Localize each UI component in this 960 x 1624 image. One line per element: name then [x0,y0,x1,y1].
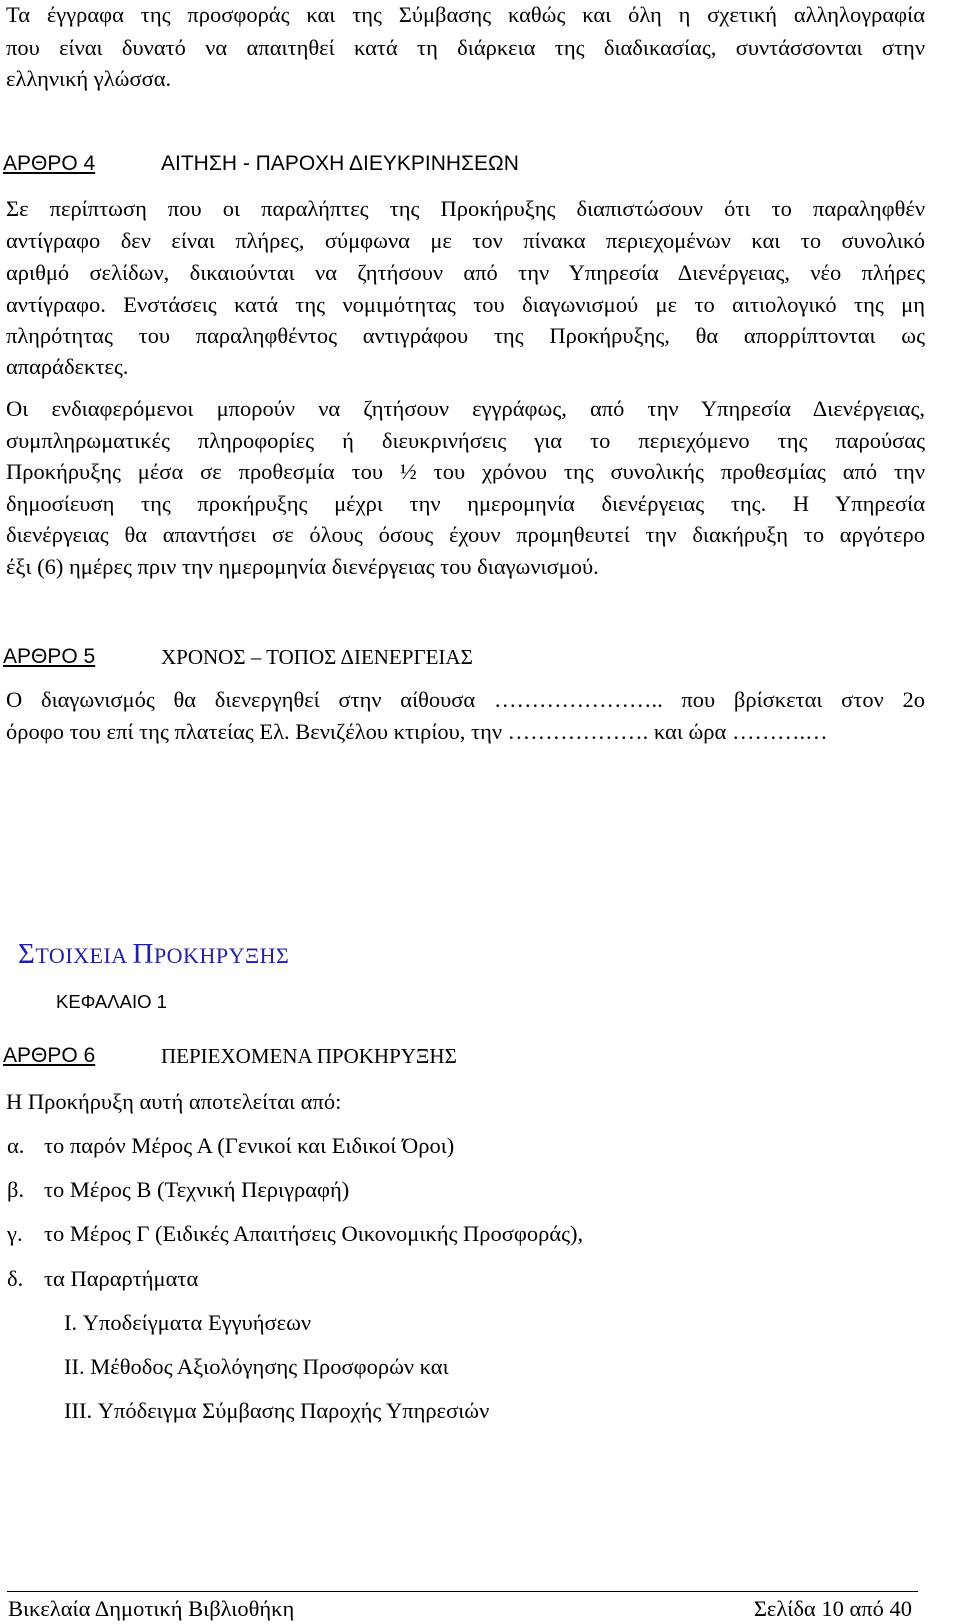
footer-organization: Βικελαία Δημοτική Βιβλιοθήκη [8,1596,295,1621]
article-6-number: ΑΡΘΡΟ 6 [3,1044,96,1067]
list-item-letter: β. [7,1177,25,1202]
list-item-letter: δ. [7,1266,24,1291]
article-5-number: ΑΡΘΡΟ 5 [3,645,96,668]
article-4-number: ΑΡΘΡΟ 4 [3,152,96,175]
paragraph-line: διενέργειας θα απαντήσει σε όλους όσους έχουν προμηθευτεί την διακήρυξη το αργότερο [6,522,925,547]
paragraph-line: Οι ενδιαφερόμενοι μπορούν να ζητήσουν εγγράφως, από την Υπηρεσία Διενέργειας, [6,396,925,421]
article-4-title: ΑΙΤΗΣΗ - ΠΑΡΟΧΗ ΔΙΕΥΚΡΙΝΗΣΕΩΝ [161,152,519,175]
intro-line: που είναι δυνατό να απαιτηθεί κατά τη διάρκεια της διαδικασίας, συντάσσονται στην [6,35,925,60]
paragraph-line: έξι (6) ημέρες πριν την ημερομηνία διενέργειας του διαγωνισμού. [6,554,599,579]
section-heading-initial: Π [132,938,154,970]
paragraph-line: αντίγραφο. Ενστάσεις κατά της νομιμότητας του διαγωνισμού με το αιτιολογικό της μη [6,292,925,317]
article-5-line: όροφο του επί της πλατείας Ελ. Βενιζέλου κτιρίου, την ………………. και ώρα ……….… [6,719,828,744]
section-heading [18,938,289,971]
section-heading-rest: ΡΟΚΗΡΥΞΗΣ [153,943,290,968]
intro-line: Τα έγγραφα της προσφοράς και της Σύμβασης καθώς και όλη η σχετική αλληλογραφία [6,2,925,27]
article-6-intro: Η Προκήρυξη αυτή αποτελείται από: [6,1089,342,1114]
paragraph-line: αριθμό σελίδων, δικαιούνται να ζητήσουν από την Υπηρεσία Διενέργειας, νέο πλήρες [6,260,925,285]
list-item-text: τα Παραρτήματα [44,1266,199,1291]
list-item-letter: α. [7,1133,25,1158]
paragraph-line: Προκήρυξης μέσα σε προθεσμία του ½ του χρόνου της συνολικής προθεσμίας από την [6,459,925,484]
paragraph-line: πληρότητας του παραληφθέντος αντιγράφου της Προκήρυξης, θα απορρίπτονται ως [6,323,925,348]
section-heading-initial: Σ [18,938,36,970]
paragraph-line: δημοσίευση της προκήρυξης μέχρι την ημερομηνία διενέργειας της. Η Υπηρεσία [6,491,925,516]
intro-line: ελληνική γλώσσα. [6,66,172,91]
list-item-text: το Μέρος Β (Τεχνική Περιγραφή) [44,1177,350,1202]
sub-list-item: II. Μέθοδος Αξιολόγησης Προσφορών και [64,1354,449,1379]
list-item-text: το Μέρος Γ (Ειδικές Απαιτήσεις Οικονομικής Προσφοράς), [44,1221,584,1246]
article-6-title: ΠΕΡΙΕΧΟΜΕΝΑ ΠΡΟΚΗΡΥΞΗΣ [161,1044,457,1068]
section-heading-rest: ΤΟΙΧΕΙΑ [35,943,133,968]
footer-page-number: Σελίδα 10 από 40 [753,1596,912,1621]
list-item-text: το παρόν Μέρος Α (Γενικοί και Ειδικοί Όροι) [44,1133,455,1158]
list-item-letter: γ. [7,1221,23,1246]
paragraph-line: συμπληρωματικές πληροφορίες ή διευκρινήσεις για το περιεχόμενο της παρούσας [6,428,925,453]
paragraph-line: Σε περίπτωση που οι παραλήπτες της Προκήρυξης διαπιστώσουν ότι το παραληφθέν [6,196,925,221]
sub-list-item: I. Υποδείγματα Εγγυήσεων [64,1310,312,1335]
footer-divider [7,1591,918,1592]
article-5-line: Ο διαγωνισμός θα διενεργηθεί στην αίθουσα ………………….. που βρίσκεται στον 2ο [6,687,925,712]
paragraph-line: απαράδεκτες. [6,354,129,379]
sub-list-item: III. Υπόδειγμα Σύμβασης Παροχής Υπηρεσιών [64,1398,490,1423]
article-5-title: ΧΡΟΝΟΣ – ΤΟΠΟΣ ΔΙΕΝΕΡΓΕΙΑΣ [161,645,473,669]
paragraph-line: αντίγραφο δεν είναι πλήρες, σύμφωνα με τον πίνακα περιεχομένων και το συνολικό [6,228,925,253]
chapter-label: ΚΕΦΑΛΑΙΟ 1 [56,991,167,1012]
